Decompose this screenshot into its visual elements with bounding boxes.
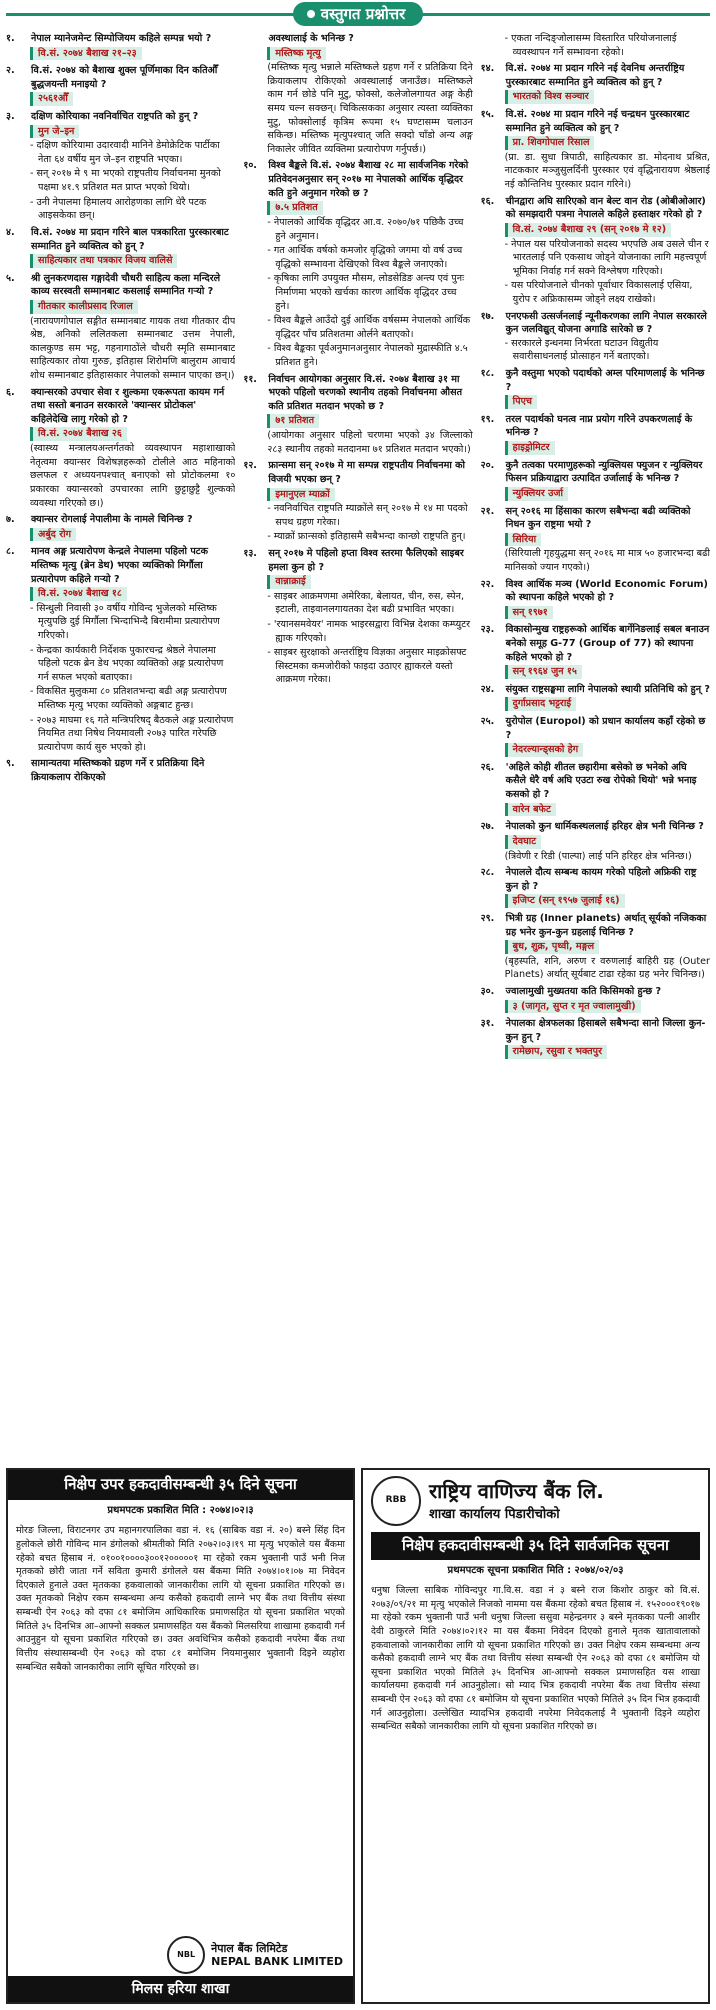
- question-number: ८.: [6, 546, 15, 558]
- question-number: २५.: [480, 716, 495, 728]
- question-number: १३.: [243, 547, 257, 559]
- answer-detail: - एकता नन्दिङ्जोलासम्म विस्तारित परियोजनालाई व्यवस्थापन गर्ने सम्भावना रहेको।: [505, 32, 710, 59]
- branch-name: मिलस हरिया शाखा: [8, 1976, 353, 2002]
- qa-item: [243, 459, 472, 544]
- qa-item: [6, 32, 235, 61]
- question-number: २३.: [480, 624, 495, 636]
- answer-detail: - विकसित मुलुकमा ८० प्रतिशतभन्दा बढी अङ्ग प्रत्यारोपण मस्तिष्क मृत्यु भएका व्यक्तिको अङ्गबाट हुन्छ।: [30, 685, 235, 712]
- question: [243, 547, 472, 574]
- answer-detail: - साइबर सुरक्षाको अन्तर्राष्ट्रिय विज्ञका अनुसार माइक्रोसफ्ट सिस्टमका कमजोरीको फाइदा उठाएर ह्याकरले यस्तो आक्रमण गरेका।: [267, 646, 472, 687]
- question: [481, 367, 710, 394]
- notice-title: निक्षेप उपर हकदावीसम्बन्धी ३५ दिने सूचना: [8, 1470, 353, 1500]
- bank-name-en: NEPAL BANK LIMITED: [211, 1954, 343, 1968]
- qa-item: [481, 912, 710, 982]
- question-text: नेपाल म्यानेजमेन्ट सिम्पोजियम कहिले सम्पन्न भयो ?: [31, 33, 212, 44]
- answer-detail: - 'रयानसमवेयर' नामक भाइरसद्वारा विभिन्न देशका कम्प्युटर ह्याक गरिएको।: [267, 618, 472, 645]
- qa-item: [6, 545, 235, 754]
- answer-detail: - नेपाल यस परियोजनाको सदस्य भएपछि अब उसले चीन र भारतलाई पनि एकसाथ जोड्ने योजनाका लागि महत्त्वपूर्ण भूमिका निर्वाह गर्न सक्ने विश्लेषण गरिएको।: [505, 238, 710, 279]
- answer: प्रा. शिवगोपाल रिसाल: [505, 136, 595, 150]
- answer: साहित्यकार तथा पत्रकार विजय वालिसे: [30, 254, 177, 268]
- answer-detail: - नेपालको आर्थिक वृद्धिदर आ.व. २०७०/७१ पछिकै उच्च हुने अनुमान।: [267, 216, 472, 243]
- question-number: ३.: [6, 111, 15, 123]
- question-text: विश्व आर्थिक मञ्च (World Economic Forum) को स्थापना कहिले भएको हो ?: [505, 578, 708, 604]
- question-text: नेपालले दौत्य सम्बन्ध कायम गरेको पहिलो अफ्रिकी राष्ट्र कुन हो ?: [505, 867, 697, 892]
- answer-detail: (आयोगका अनुसार पहिलो चरणमा भएको ३४ जिल्लाको २८३ स्थानीय तहको मतदानमा ७१ प्रतिशत मतदान भएको।): [267, 430, 473, 455]
- qa-item: [481, 32, 710, 59]
- notice-body: मोरङ जिल्ला, विराटनगर उप महानगरपालिका वडा नं. १६ (साबिक वडा नं. २०) बस्ने सिंह दिन हुलोकले छोरी गोविन्द मान डंगोलको श्रीमतीको मिति २०७२।०३।१९ मा मृत्यु भएकोले यस बैंकमा रहेको बचत हिसाब नं. ०१००१००००३००१२०००००१ मा रहेको रकम भुक्तानी पाउँ भनी निज मृतकको छोरी जाता गर्ने सविता कुमारी डंगोलले यस बैंकमा मिति २०७४।०१।०७ मा निवेदन दिएकाले हुनाले उक्त मृतकका हकवालाको जानकारीका लागि यो सूचना प्रकाशित गरिएको छ। उक्त मृतकको निक्षेप रकम सम्बन्धमा अन्य कसैको हकदावी लाग्ने भए बैंक तथा वित्तीय संस्था सम्बन्धी ऐन २०६३ को दफा ८१ बमोजिम आधिकारिक प्रमाणसहित यो सूचना प्रकाशित भएको मितिले ३५ दिनभित्र आ–आफ्नो सक्कल प्रमाणसहित यस बैंकको मिलसरिया शाखामा हकदावी गर्न आउनुहुन यो सूचना प्रकाशित गरिएको छ। उक्त अवधिभित्र कसैको हकदावी नपरेमा बैंक तथा वित्तीय संस्थासम्बन्धी ऐन २०६३ को दफा ८१ बमोजिम नियमानुसार भुक्तानी दिइने व्यहोरा सम्बन्धित सबैको जानकारीका लागि सूचित गरिएको छ।: [16, 1525, 345, 1673]
- question-text: क्यान्सरको उपचार सेवा र शुल्कमा एकरूपता कायम गर्न तथा सस्तो बनाउन सरकारले 'क्यान्सर प्रोटोकल' कहिलेदेखि लागु गरेको हो ?: [31, 386, 225, 425]
- answer: वि.सं. २०७४ बैशाख २१–२३: [30, 47, 142, 61]
- qa-item: [6, 272, 235, 383]
- notice-footer: [8, 1934, 353, 2002]
- bank-name-block: [211, 1942, 343, 1968]
- answer: ३ (जागृत, सुप्त र मृत ज्वालामुखी): [505, 1000, 641, 1014]
- question: [6, 64, 235, 91]
- question-number: ३०.: [480, 986, 495, 997]
- question-number: २०.: [480, 459, 495, 471]
- question-number: २.: [6, 65, 15, 77]
- answer: देवघाट: [505, 835, 541, 849]
- qa-item: [6, 226, 235, 269]
- question: [6, 386, 235, 427]
- question-number: १०.: [243, 160, 257, 172]
- question: [6, 226, 235, 253]
- answer-detail: - गत आर्थिक वर्षको कमजोर वृद्धिको जगमा यो वर्ष उच्च वृद्धिको सम्भावना देखिएको विश्व बैङ्कले जनाएको।: [267, 244, 472, 271]
- question-number: १२.: [243, 460, 257, 472]
- question-number: ९.: [6, 758, 15, 770]
- question: [481, 505, 710, 532]
- answer-detail: - नवनिर्वाचित राष्ट्रपति म्याक्रोंले सन् २०१७ मे १४ मा पदको सपथ ग्रहण गरेका।: [267, 502, 472, 529]
- qa-column-2: [243, 32, 472, 1462]
- question-text: कुनै तत्वका परमाणुहरूको न्युक्लियस फ्युजन र न्युक्लियर फिसन प्रक्रियाद्वारा उत्पादित उर्जालाई के भनिन्छ ?: [505, 459, 703, 485]
- answer-detail: - सरकारले इन्धनमा निर्भरता घटाउन विद्युतीय सवारीसाधनलाई प्रोत्साहन गर्ने बताएको।: [505, 337, 710, 364]
- question-text: संयुक्त राष्ट्रसङ्घमा लागि नेपालको स्थायी प्रतिनिधि को हुन् ?: [505, 683, 710, 695]
- question-number: २७.: [480, 821, 495, 833]
- answer: अर्बुद रोग: [30, 528, 76, 542]
- question-number: २१.: [480, 505, 495, 517]
- bank-name: राष्ट्रिय वाणिज्य बैंक लि.: [429, 1479, 604, 1504]
- question-text: तरल पदार्थको घनत्व नाप्न प्रयोग गरिने उपकरणलाई के भनिन्छ ?: [505, 413, 693, 439]
- question: [481, 62, 710, 89]
- answer: हाइड्रोमिटर: [505, 441, 555, 455]
- qa-item: [481, 578, 710, 621]
- question-number: ७.: [6, 514, 15, 526]
- answer: इजिप्ट (सन् १९५७ जुलाई १६): [505, 894, 625, 908]
- answer: ७.५ प्रतिशत: [267, 201, 322, 215]
- question-text: नेपालका क्षेत्रफलका हिसाबले सबैभन्दा सानो जिल्ला कुन-कुन हुन् ?: [505, 1018, 706, 1043]
- question-number: २४.: [480, 683, 495, 695]
- nepal-bank-logo-icon: NBL: [167, 1936, 205, 1974]
- qa-item: [6, 757, 235, 784]
- question-number: २२.: [480, 578, 495, 590]
- qa-item: [481, 108, 710, 192]
- qa-item: [481, 1017, 710, 1060]
- answer: न्युक्लियर उर्जा: [505, 487, 568, 501]
- question: [6, 545, 235, 586]
- qa-item: [481, 715, 710, 758]
- question-text: सन् २०१७ मे पहिलो हप्ता विश्व स्तरमा फैलिएको साइबर हमला कुन हो ?: [268, 547, 464, 573]
- qa-item: [481, 62, 710, 105]
- question-text: युरोपोल (Europol) को प्रधान कार्यालय कहाँ रहेको छ ?: [505, 716, 706, 741]
- question-number: १७.: [480, 310, 495, 322]
- answer: वान्नाक्राई: [267, 575, 310, 589]
- question: [481, 715, 710, 742]
- question-number: १५.: [480, 109, 495, 121]
- answer: मुन जे–इन: [30, 125, 79, 139]
- qa-item: [6, 64, 235, 107]
- answer-detail: (मस्तिष्क मृत्यु भन्नाले मस्तिष्कले ग्रहण गर्ने र प्रतिक्रिया दिने क्रियाकलाप रोकिएको अवस्थालाई जनाउँछ। मस्तिष्कले काम गर्न छोडे पनि मुटु, फोक्सो, कलेजोलगायत अङ्ग केही समय चल्न सक्छन्। चिकित्सकका अनुसार त्यस्ता व्यक्तिका मुटु, फोक्सोलाई कृत्रिम रूपमा १५ घण्टासम्म चलाउन सकिन्छ। मस्तिष्क मृत्युपश्चात् जति सक्दो चाँडो अन्य अङ्ग निकालेर जीवित व्यक्तिमा प्रत्यारोपण गर्नुपर्छ।): [267, 62, 473, 155]
- question: [481, 912, 710, 939]
- notice-publish-date: प्रथमपटक प्रकाशित मिति : २०७४।०२।३: [107, 1504, 254, 1516]
- question-number: ४.: [6, 226, 15, 238]
- answer: वि.सं. २०७४ बैशाख २६: [30, 427, 127, 441]
- notice-nepal-bank: [6, 1468, 355, 2004]
- question-number: १८.: [480, 368, 495, 380]
- answer: २५६१औँ: [30, 92, 73, 106]
- question-text: श्री लुनकरणदास गङ्गादेवी चौधरी साहित्य कला मन्दिरले काव्य सरस्वती सम्मानबाट कसलाई सम्मानित गर्‍यो ?: [31, 272, 221, 298]
- answer-detail: (बृहस्पति, शनि, अरुण र वरुणलाई बाहिरी ग्रह (Outer Planets) अर्थात् सूर्यबाट टाढा रहेका ग्रह भनेर चिनिन्छ।): [504, 955, 710, 981]
- qa-item: [481, 820, 710, 863]
- answer: सन् १९७१: [505, 606, 553, 620]
- qa-item: [481, 310, 710, 364]
- question: [243, 32, 472, 46]
- question-text: वि.सं. २०७४ को बैशाख शुक्ल पूर्णिमाका दिन कतिऔँ बुद्धजयन्ती मनाइयो ?: [31, 65, 218, 90]
- answer-detail: - यस परियोजनाले चीनको पूर्वाधार विकासलाई एसिया, युरोप र अफ्रिकासम्म जोड्ने लक्ष्य राखेको।: [505, 279, 710, 306]
- section-header: [0, 0, 716, 28]
- question-text: कुनै वस्तुमा भएको पदार्थको अम्ल परिमाणलाई के भनिन्छ ?: [505, 368, 705, 393]
- question: [481, 310, 710, 337]
- question-number: २८.: [480, 867, 495, 879]
- question-number: ६.: [6, 386, 15, 398]
- question: [481, 820, 710, 834]
- qa-item: [481, 459, 710, 502]
- question-text: फ्रान्समा सन् २०१७ मे मा सम्पन्न राष्ट्रपतीय निर्वाचनमा को विजयी भएका छन् ?: [268, 460, 466, 485]
- qa-item: [481, 195, 710, 307]
- question-text: वि.सं. २०७४ मा प्रदान गरिने नई देवनिध अन्तर्राष्ट्रिय पुरस्कारबाट सम्मानित हुने व्यक्तित्व को हुन् ?: [505, 63, 685, 88]
- qa-item: [6, 513, 235, 542]
- question-text: दक्षिण कोरियाका नवनिर्वाचित राष्ट्रपति को हुन् ?: [31, 111, 199, 123]
- question: [481, 985, 710, 999]
- answer: रामेछाप, रसुवा र भक्तपुर: [505, 1045, 607, 1059]
- question-text: निर्वाचन आयोगका अनुसार वि.सं. २०७४ बैशाख ३१ मा भएको पहिलो चरणको स्थानीय तहको निर्वाचनमा औसत कति प्रतिशत मतदान भएको छ ?: [268, 373, 463, 412]
- question-text: चीनद्वारा अघि सारिएको वान बेल्ट वान रोड (ओबीओआर) को समझदारी पत्रमा नेपालले कहिले हस्ताक्षर गरेको हो ?: [505, 195, 706, 221]
- question: [481, 195, 710, 222]
- answer-detail: - उनी नेपालमा हिमालय आरोहणका लागि धेरै पटक आइसकेका छन्।: [30, 196, 235, 223]
- qa-column-1: [6, 32, 235, 1462]
- notices-row: [6, 1468, 710, 2004]
- question: [243, 373, 472, 414]
- answer-detail: (सिरियाली गृहयुद्धमा सन् २०१६ मा मात्र ५० हजारभन्दा बढी मानिसको ज्यान गएको।): [504, 548, 710, 573]
- answer-detail: - म्याक्रों फ्रान्सको इतिहासमै सबैभन्दा कान्छो राष्ट्रपति हुन्।: [267, 530, 472, 544]
- question: [481, 761, 710, 802]
- qa-item: [243, 373, 472, 457]
- question-text: विकासोन्मुख राष्ट्रहरूको आर्थिक बार्गेनिङलाई सबल बनाउन बनेको समूह G-77 (Group of 77) को स्थापना कहिले भएको हो ?: [505, 624, 710, 663]
- qa-item: [6, 110, 235, 223]
- question-number: [243, 32, 265, 46]
- answer-detail: (त्रिवेणी र रिडी (पाल्पा) लाई पनि हरिहर क्षेत्र भनिन्छ।): [504, 850, 692, 862]
- answer-detail: - २०७३ माघमा १६ गते मन्त्रिपरिषद्‌ बैठकले अङ्ग प्रत्यारोपण नियमित तथा निषेध नियमावली २०७३ पारित गरेपछि प्रत्यारोपण कार्य सुरु भएको हो।: [30, 714, 235, 755]
- question-text: क्यान्सर रोगलाई नेपालीमा के नामले चिनिन्छ ?: [31, 514, 193, 526]
- notice-title: निक्षेप हकदावीसम्बन्धी ३५ दिने सार्वजनिक सूचना: [371, 1532, 700, 1560]
- question: [481, 623, 710, 664]
- branch-office: शाखा कार्यालय पिडारीचोको: [429, 1507, 560, 1523]
- qa-item: [481, 623, 710, 679]
- question-text: वि.सं. २०७४ मा प्रदान गरिने बाल पत्रकारिता पुरस्कारबाट सम्मानित हुने व्यक्तित्व को हुन् ?: [31, 226, 229, 252]
- question-text: वि.सं. २०७४ मा प्रदान गरिने नई चन्द्रधन पुरस्कारबाट सम्मानित हुने व्यक्तित्व को हुन् ?: [505, 109, 690, 134]
- question-number: १४.: [480, 63, 495, 75]
- qa-item: [481, 985, 710, 1014]
- answer: ७१ प्रतिशत: [267, 414, 319, 428]
- notice-rastriya-banijya-bank: [361, 1468, 710, 2004]
- qa-column-3: [481, 32, 710, 1462]
- answer: इमानुएल म्याक्रों: [267, 488, 334, 502]
- answer-detail: (स्वास्थ्य मन्त्रालयअन्तर्गतको व्यवस्थापन महाशाखाको नेतृत्वमा क्यान्सर विशेषज्ञहरूको टोलीले आठ महिनाको छलफल र अध्ययनपश्चात् बनाएको सो प्रोटोकलमा १० प्रकारका क्यान्सरको उपचारका लागि छुट्टाछुट्टै शुल्कको व्यवस्था गरिएको छ।): [30, 443, 236, 509]
- answer: मस्तिष्क मृत्यु: [267, 47, 325, 61]
- answer-detail: (नारायणगोपाल सङ्गीत सम्मानबाट गायक तथा गीतकार दीप श्रेष्ठ, अनिको ललितकला सम्मानबाट उत्तम नेपाली, कालकुण्ड सम भट्ट, गहनागाठोंले चौधरी स्मृति सम्मानबाट साहित्यकार तोया गुरुङ, इतिहास शिरोमणि बालुराम आचार्य शोध सम्मानबाट इतिहासकार नेपालको सम्मान पाएका छन्।): [30, 315, 236, 382]
- answer-detail: - कृषिका लागि उपयुक्त मौसम, लोडसेडिङ अन्त्य एवं पुनः निर्माणमा भएको खर्चका कारण आर्थिक वृद्धिदर उच्च हुने।: [267, 272, 472, 313]
- question-text: नेपालको कुन धार्मिकस्थललाई हरिहर क्षेत्र भनी चिनिन्छ ?: [505, 821, 704, 833]
- question-text: सामान्यतया मस्तिष्कको ग्रहण गर्ने र प्रतिक्रिया दिने क्रियाकलाप रोकिएको: [31, 758, 205, 784]
- answer-detail: - केन्द्रका कार्यकारी निर्देशक पुकारचन्द्र श्रेष्ठले नेपालमा पहिलो पटक ब्रेन डेथ भएका व्यक्तिको अङ्ग प्रत्यारोपण गर्न सफल भएको बताएका।: [30, 644, 235, 685]
- notice-publish-date: प्रथमपटक सूचना प्रकाशित मिति : २०७४/०२/०३: [447, 1564, 624, 1576]
- qa-item: [481, 761, 710, 817]
- question: [243, 159, 472, 200]
- question-number: २६.: [480, 761, 495, 773]
- qa-item: [243, 32, 472, 156]
- question-number: २९.: [480, 912, 495, 924]
- question: [6, 32, 235, 46]
- qa-item: [481, 866, 710, 909]
- answer: वारेन बफेट: [505, 803, 556, 817]
- section-title: वस्तुगत प्रश्नोत्तर: [320, 5, 406, 23]
- answer: गीतकार कालीप्रसाद रिजाल: [30, 300, 138, 314]
- question: [481, 866, 710, 893]
- question-number: ५.: [6, 272, 15, 284]
- rbb-logo-icon: RBB: [371, 1476, 421, 1526]
- qa-item: [481, 367, 710, 410]
- question-text: 'अहिले कोही शीतल छहारीमा बसेको छ भनेको अघि कसैले धेरै वर्ष अघि एउटा रुख रोपेको थियो' भन्ने भनाइ कसको हो ?: [505, 761, 697, 801]
- answer-detail: - दक्षिण कोरियामा उदारवादी मानिने डेमोक्रेटिक पार्टीका नेता ६४ वर्षीय मुन जे–इन राष्ट्रपति भएका।: [30, 139, 235, 166]
- qa-item: [6, 386, 235, 510]
- question: [243, 459, 472, 486]
- bullet-dot-icon: [307, 10, 315, 18]
- question-text: मानव अङ्ग प्रत्यारोपण केन्द्रले नेपालमा पहिलो पटक मस्तिष्क मृत्यु (ब्रेन डेथ) भएका व्यक्तिको मिर्गौला प्रत्यारोपण कहिले गर्‍यो ?: [31, 546, 208, 585]
- question: [481, 578, 710, 605]
- question: [481, 413, 710, 440]
- answer: दुर्गाप्रसाद भट्टराई: [505, 697, 576, 711]
- answer: सन् १९६४ जुन १५: [505, 665, 582, 679]
- answer-detail: - सन् २०१७ मे ९ मा भएको राष्ट्रपतीय निर्वाचनमा मुनको पक्षमा ४१.९ प्रतिशत मत प्राप्त भएको थियो।: [30, 167, 235, 194]
- question-text: अवस्थालाई के भनिन्छ ?: [268, 33, 354, 44]
- answer-detail: (प्रा. डा. सुधा त्रिपाठी, साहित्यकार डा. मोदनाथ प्रश्रित, नाटककार मञ्जुसुलर्दिनी पुरस्कार एवं वृद्धिनारायण श्रेष्ठलाई नई कौन्तिनिध पुरस्कार प्रदान गरिने।): [504, 151, 710, 191]
- bank-logo-row: [8, 1934, 353, 1976]
- question-number: १९.: [480, 413, 495, 425]
- answer-detail: - साइबर आक्रमणमा अमेरिका, बेलायत, चीन, रुस, स्पेन, इटाली, ताइवानलगायतका देश बढी प्रभावित भएका।: [267, 590, 472, 617]
- question: [481, 459, 710, 486]
- section-title-pill: [293, 2, 423, 26]
- qa-item: [481, 505, 710, 575]
- question-text: भित्री ग्रह (Inner planets) अर्थात् सूर्यको नजिकका ग्रह भनेर कुन-कुन ग्रहलाई चिनिन्छ ?: [505, 912, 707, 938]
- question-text: सन् २०१६ मा हिंसाका कारण सबैभन्दा बढी व्यक्तिको निधन कुन राष्ट्रमा भयो ?: [505, 505, 691, 531]
- question: [481, 1017, 710, 1044]
- question: [6, 757, 235, 784]
- question: [481, 108, 710, 135]
- answer: भारतको विश्व सञ्चार: [505, 90, 594, 104]
- qa-columns: [6, 32, 710, 1462]
- question: [6, 110, 235, 124]
- answer: वि.सं. २०७४ बैशाख १८: [30, 587, 127, 601]
- question-number: १६.: [480, 195, 495, 207]
- question-text: एनएफसी उत्सर्जनलाई न्यूनीकरणका लागि नेपाल सरकारले कुन जलविद्युत्‌ योजना अगाडि सारेको छ ?: [505, 310, 707, 336]
- notice-body: धनुषा जिल्ला साबिक गोविन्दपुर गा.वि.स. वडा नं ३ बस्ने राज किशोर ठाकुर को वि.सं. २०७३/०९/२१ मा मृत्यु भएकोले निजको नाममा यस बैंकमा रहेको बचत हिसाब नं. १५२०००१९०१७ मा रहेको रकम भुक्तानी पाउँ भनी धनुषा जिल्ला ससुवा महेन्द्रनगर ३ बस्ने मृतकका पत्नी आशीर देवी ठाकुरले मिति २०७४।०२।१२ मा यस बैंकमा निवेदन दिएको हुनाले मृतक खातावालाको हकवालाको जानकारीका लागि यो सूचना प्रकाशित गरिएको छ। उक्त निक्षेप रकम सम्बन्धमा अन्य कसैको हकदावी लाग्ने भए बैंक तथा वित्तीय संस्था सम्बन्धी ऐन २०६३ को दफा ८१ बमोजिम यो सूचना प्रकाशित भएको मितिले ३५ दिनभित्र आ-आफ्नो सक्कल प्रमाणसहित यस शाखा कार्यालयमा हकदावी गर्न आउनुहोला। सो म्याद भित्र हकदावी नपरेमा बैंक तथा वित्तीय संस्था सम्बन्धी ऐन २०६३ को दफा ८१ बमोजिम यो सूचना प्रकाशित भएको मितिले ३५ दिन भित्र हकदावी गर्न आउनुहोला। उल्लेखित म्यादभित्र हकदावी नपरेमा निवेदकलाई नै भुक्तानी दिइने व्यहोरा सम्बन्धित सबैको जानकारीका लागि यो सूचना प्रकाशित गरिएको छ।: [371, 1585, 700, 1733]
- answer-detail: - विश्व बैङ्कका पूर्वअनुमानअनुसार नेपालको मुद्रास्फीति ४.५ प्रतिशत हुने।: [267, 342, 472, 369]
- answer-detail: - सिन्धुली निवासी ३० वर्षीय गोविन्द भुजेलको मस्तिष्क मृत्युपछि दुई मिर्गौला भिन्दाभिन्दै बिरामीमा प्रत्यारोपण गरिएको।: [30, 602, 235, 643]
- question: [6, 513, 235, 527]
- bank-heading: [363, 1470, 708, 1528]
- question-number: ३१.: [480, 1018, 495, 1030]
- qa-item: [481, 683, 710, 712]
- answer: बुध, शुक्र, पृथ्वी, मङ्गल: [505, 940, 600, 954]
- answer: पिएच: [505, 395, 537, 409]
- qa-item: [243, 159, 472, 369]
- answer: वि.सं. २०७४ बैशाख २९ (सन् २०१७ मे १२): [505, 223, 672, 237]
- question-number: ११.: [243, 373, 257, 385]
- question-text: ज्वालामुखी मुख्यतया कति किसिमको हुन्छ ?: [505, 986, 662, 997]
- qa-item: [243, 547, 472, 687]
- bank-name: नेपाल बैंक लिमिटेड: [211, 1941, 288, 1955]
- question: [6, 272, 235, 299]
- answer-detail: - विश्व बैङ्कले आउँदो दुई आर्थिक वर्षसम्म नेपालको आर्थिक वृद्धिदर पाँच प्रतिशतमा ओर्लने बताएको।: [267, 314, 472, 341]
- qa-item: [481, 413, 710, 456]
- question-number: १.: [6, 33, 15, 44]
- answer: सिरिया: [505, 533, 541, 547]
- question-text: विश्व बैङ्कले वि.सं. २०७४ बैशाख २८ मा सार्वजनिक गरेको प्रतिवेदनअनुसार सन् २०१७ मा नेपालको आर्थिक वृद्धिदर कति हुने अनुमान गरेको छ ?: [268, 160, 469, 199]
- question: [481, 683, 710, 697]
- answer: नेदरल्यान्ड्सको हेग: [505, 743, 584, 757]
